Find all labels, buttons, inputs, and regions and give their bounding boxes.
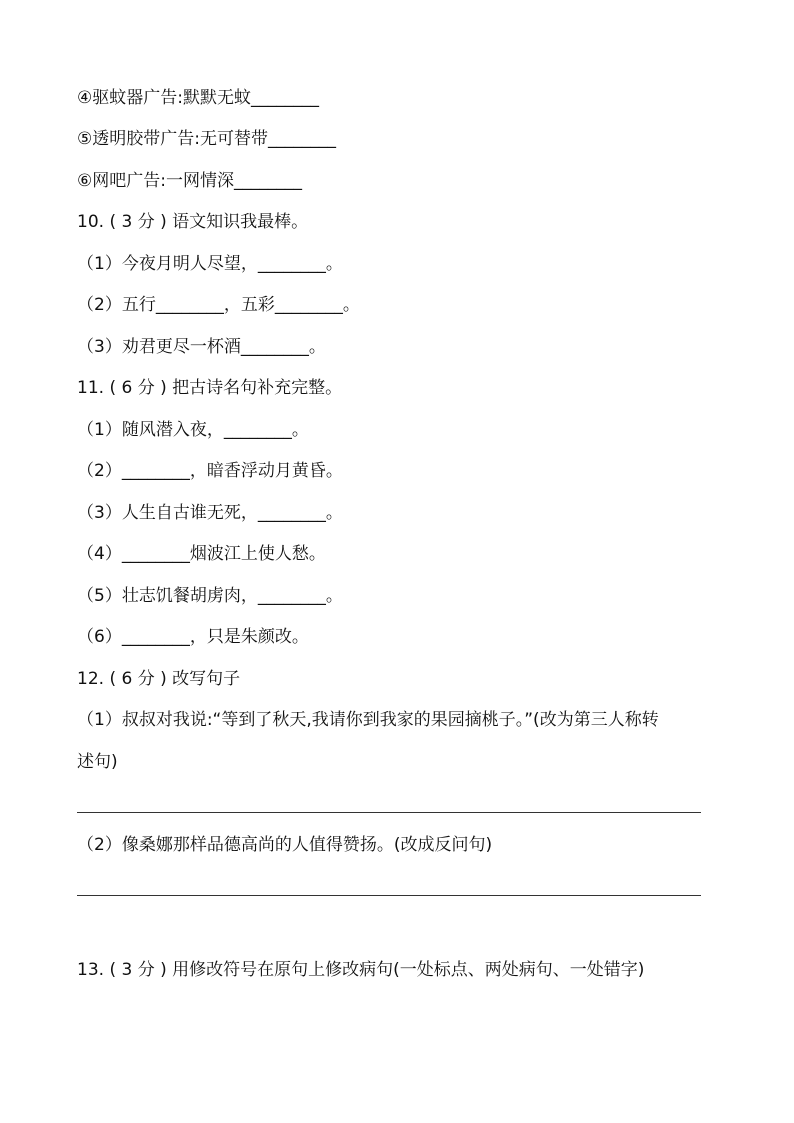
question-10-heading: 10. ( 3 分 ) 语文知识我最棒。 [77,212,309,232]
item-4-mosquito-ad: ④驱蚊器广告:默默无蚊________ [77,88,319,108]
item-5-tape-ad: ⑤透明胶带广告:无可替带________ [77,129,336,149]
question-11-item-4: （4）________烟波江上使人愁。 [77,544,326,564]
question-11-item-3: （3）人生自古谁无死，________。 [77,503,343,523]
answer-line-2[interactable] [77,895,701,896]
question-11-item-5: （5）壮志饥餐胡虏肉，________。 [77,586,343,606]
question-11-heading: 11. ( 6 分 ) 把古诗名句补充完整。 [77,378,343,398]
question-12-item-1-cont: 述句) [77,752,118,772]
answer-line-1[interactable] [77,812,701,813]
question-11-item-6: （6）________，只是朱颜改。 [77,627,309,647]
question-10-item-1: （1）今夜月明人尽望，________。 [77,254,343,274]
question-11-item-2: （2）________，暗香浮动月黄昏。 [77,461,343,481]
item-6-netcafe-ad: ⑥网吧广告:一网情深________ [77,171,302,191]
question-12-heading: 12. ( 6 分 ) 改写句子 [77,669,241,689]
question-11-item-1: （1）随风潜入夜，________。 [77,420,309,440]
question-10-item-3: （3）劝君更尽一杯酒________。 [77,337,326,357]
question-12-item-2: （2）像桑娜那样品德高尚的人值得赞扬。(改成反问句) [77,835,493,855]
question-12-item-1: （1）叔叔对我说:“等到了秋天,我请你到我家的果园摘桃子。”(改为第三人称转 [77,710,659,730]
question-13-heading: 13. ( 3 分 ) 用修改符号在原句上修改病句(一处标点、两处病句、一处错字) [77,960,645,980]
question-10-item-2: （2）五行________，五彩________。 [77,295,360,315]
